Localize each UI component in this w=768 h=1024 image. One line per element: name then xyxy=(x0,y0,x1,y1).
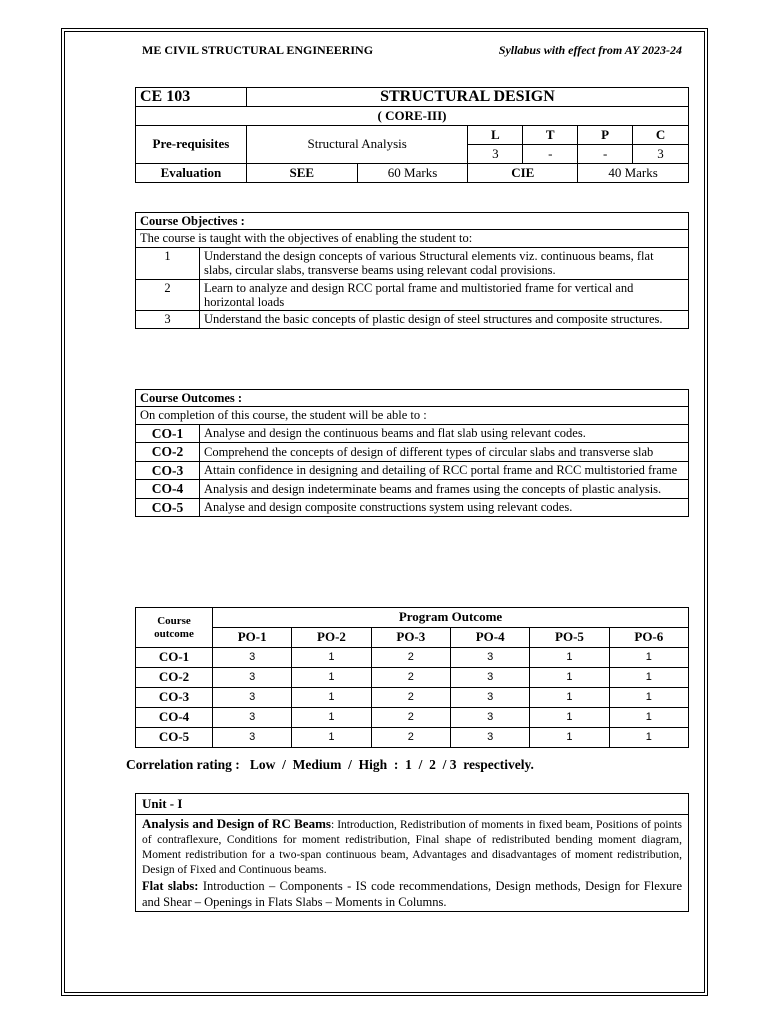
mapping-value: 3 xyxy=(450,728,529,748)
objectives-intro: The course is taught with the objectives of enabling the student to: xyxy=(136,230,689,247)
outcome-id: CO-2 xyxy=(136,443,200,462)
mapping-value: 2 xyxy=(371,708,450,728)
ltpc-header: L xyxy=(468,126,523,145)
mapping-value: 1 xyxy=(609,728,688,748)
mapping-value: 1 xyxy=(609,708,688,728)
mapping-row xyxy=(136,648,689,668)
outcome-text: Comprehend the concepts of design of different types of circular slabs and transverse slab xyxy=(200,443,689,462)
outcome-text: Analyse and design the continuous beams and flat slab using relevant codes. xyxy=(200,424,689,443)
mapping-value: 1 xyxy=(292,668,371,688)
program-outcome-header: Program Outcome xyxy=(213,608,689,628)
mapping-co: CO-4 xyxy=(136,708,213,728)
objectives-title: Course Objectives : xyxy=(136,213,689,230)
mapping-value: 2 xyxy=(371,728,450,748)
mapping-row xyxy=(136,728,689,748)
po-header: PO-5 xyxy=(530,628,609,648)
outcomes-intro: On completion of this course, the student will be able to : xyxy=(136,407,689,424)
course-objectives-table xyxy=(135,212,689,329)
mapping-value: 3 xyxy=(213,648,292,668)
mapping-value: 3 xyxy=(450,688,529,708)
mapping-value: 1 xyxy=(530,708,609,728)
cie-label: CIE xyxy=(468,164,578,183)
course-outcome-header: Course outcome xyxy=(136,608,213,648)
course-code: CE 103 xyxy=(136,88,247,107)
mapping-value: 2 xyxy=(371,668,450,688)
outcome-text: Attain confidence in designing and detailing of RCC portal frame and RCC multistoried frame xyxy=(200,461,689,480)
evaluation-label: Evaluation xyxy=(136,164,247,183)
see-label: SEE xyxy=(246,164,357,183)
objective-row xyxy=(136,311,689,328)
mapping-row xyxy=(136,688,689,708)
mapping-value: 1 xyxy=(609,688,688,708)
ltpc-header: C xyxy=(633,126,689,145)
unit-paragraph xyxy=(142,816,682,878)
mapping-value: 3 xyxy=(213,668,292,688)
outcome-id: CO-3 xyxy=(136,461,200,480)
prereq-label: Pre-requisites xyxy=(136,126,247,164)
mapping-value: 1 xyxy=(609,648,688,668)
co-po-mapping-table xyxy=(135,607,689,748)
outcome-id: CO-1 xyxy=(136,424,200,443)
course-outcomes-table xyxy=(135,389,689,517)
objective-number: 3 xyxy=(136,311,200,328)
mapping-value: 2 xyxy=(371,688,450,708)
mapping-value: 1 xyxy=(530,688,609,708)
outcome-row xyxy=(136,498,689,517)
po-header: PO-2 xyxy=(292,628,371,648)
syllabus-header: Syllabus with effect from AY 2023-24 xyxy=(498,43,682,57)
po-header: PO-1 xyxy=(213,628,292,648)
ltpc-header: T xyxy=(523,126,578,145)
mapping-co: CO-3 xyxy=(136,688,213,708)
correlation-rating-note: Correlation rating : Low / Medium / High : 1 / 2 / 3 respectively. xyxy=(126,757,534,772)
unit-title: Unit - I xyxy=(136,794,689,815)
outcomes-title: Course Outcomes : xyxy=(136,390,689,407)
prereq-value: Structural Analysis xyxy=(246,126,468,164)
mapping-value: 3 xyxy=(450,648,529,668)
objective-row xyxy=(136,247,689,279)
ltpc-value: - xyxy=(578,145,633,164)
mapping-row xyxy=(136,708,689,728)
mapping-value: 3 xyxy=(213,688,292,708)
outcome-id: CO-4 xyxy=(136,480,200,499)
mapping-value: 1 xyxy=(292,648,371,668)
objective-text: Learn to analyze and design RCC portal frame and multistoried frame for vertical and horizontal loads xyxy=(200,279,689,311)
mapping-value: 1 xyxy=(530,648,609,668)
mapping-co: CO-5 xyxy=(136,728,213,748)
mapping-value: 1 xyxy=(530,668,609,688)
mapping-value: 1 xyxy=(292,708,371,728)
course-category: ( CORE-III) xyxy=(136,107,689,126)
mapping-co: CO-2 xyxy=(136,668,213,688)
ltpc-value: - xyxy=(523,145,578,164)
outcome-row xyxy=(136,424,689,443)
mapping-value: 3 xyxy=(450,668,529,688)
po-header: PO-6 xyxy=(609,628,688,648)
outcome-text: Analyse and design composite constructions system using relevant codes. xyxy=(200,498,689,517)
outcome-row xyxy=(136,461,689,480)
unit-topic-text: Introduction – Components - IS code recommendations, Design methods, Design for Flexure and Shear – Openings in Flats Slabs – Moments in Columns. xyxy=(142,878,682,909)
course-title: STRUCTURAL DESIGN xyxy=(246,88,688,107)
mapping-row xyxy=(136,668,689,688)
unit-topic-heading: Analysis and Design of RC Beams xyxy=(142,816,331,831)
objective-row xyxy=(136,279,689,311)
mapping-value: 1 xyxy=(609,668,688,688)
outcome-row xyxy=(136,443,689,462)
cie-marks: 40 Marks xyxy=(578,164,689,183)
unit-content xyxy=(136,815,689,912)
unit-topic-heading: Flat slabs: xyxy=(142,878,199,893)
mapping-value: 1 xyxy=(292,688,371,708)
mapping-value: 1 xyxy=(530,728,609,748)
mapping-value: 3 xyxy=(213,708,292,728)
ltpc-header: P xyxy=(578,126,633,145)
objective-number: 1 xyxy=(136,247,200,279)
see-marks: 60 Marks xyxy=(357,164,468,183)
mapping-value: 1 xyxy=(292,728,371,748)
program-header: ME CIVIL STRUCTURAL ENGINEERING xyxy=(142,43,374,57)
objective-number: 2 xyxy=(136,279,200,311)
objective-text: Understand the design concepts of various Structural elements viz. continuous beams, flat slabs, circular slabs, transverse beams using relevant codal provisions. xyxy=(200,247,689,279)
unit-1-table xyxy=(135,793,689,912)
outcome-row xyxy=(136,480,689,499)
course-info-table xyxy=(135,87,689,183)
unit-paragraph xyxy=(142,878,682,911)
po-header: PO-4 xyxy=(450,628,529,648)
po-header: PO-3 xyxy=(371,628,450,648)
mapping-co: CO-1 xyxy=(136,648,213,668)
ltpc-value: 3 xyxy=(468,145,523,164)
mapping-value: 3 xyxy=(213,728,292,748)
objective-text: Understand the basic concepts of plastic design of steel structures and composite structures. xyxy=(200,311,689,328)
mapping-value: 2 xyxy=(371,648,450,668)
outcome-text: Analysis and design indeterminate beams and frames using the concepts of plastic analysis. xyxy=(200,480,689,499)
outcome-id: CO-5 xyxy=(136,498,200,517)
ltpc-value: 3 xyxy=(633,145,689,164)
mapping-value: 3 xyxy=(450,708,529,728)
unit-topic-text: : Introduction, Redistribution of moments in fixed beam, Positions of points of contraflexure, Conditions for moment redistribution, Final shape of redistributed bending moment diagram, Moment redistribution for a two-span continuous beam, Advantages and disadvantages of moment redistribution, Design of Fixed and Continuous beams. xyxy=(142,819,682,876)
